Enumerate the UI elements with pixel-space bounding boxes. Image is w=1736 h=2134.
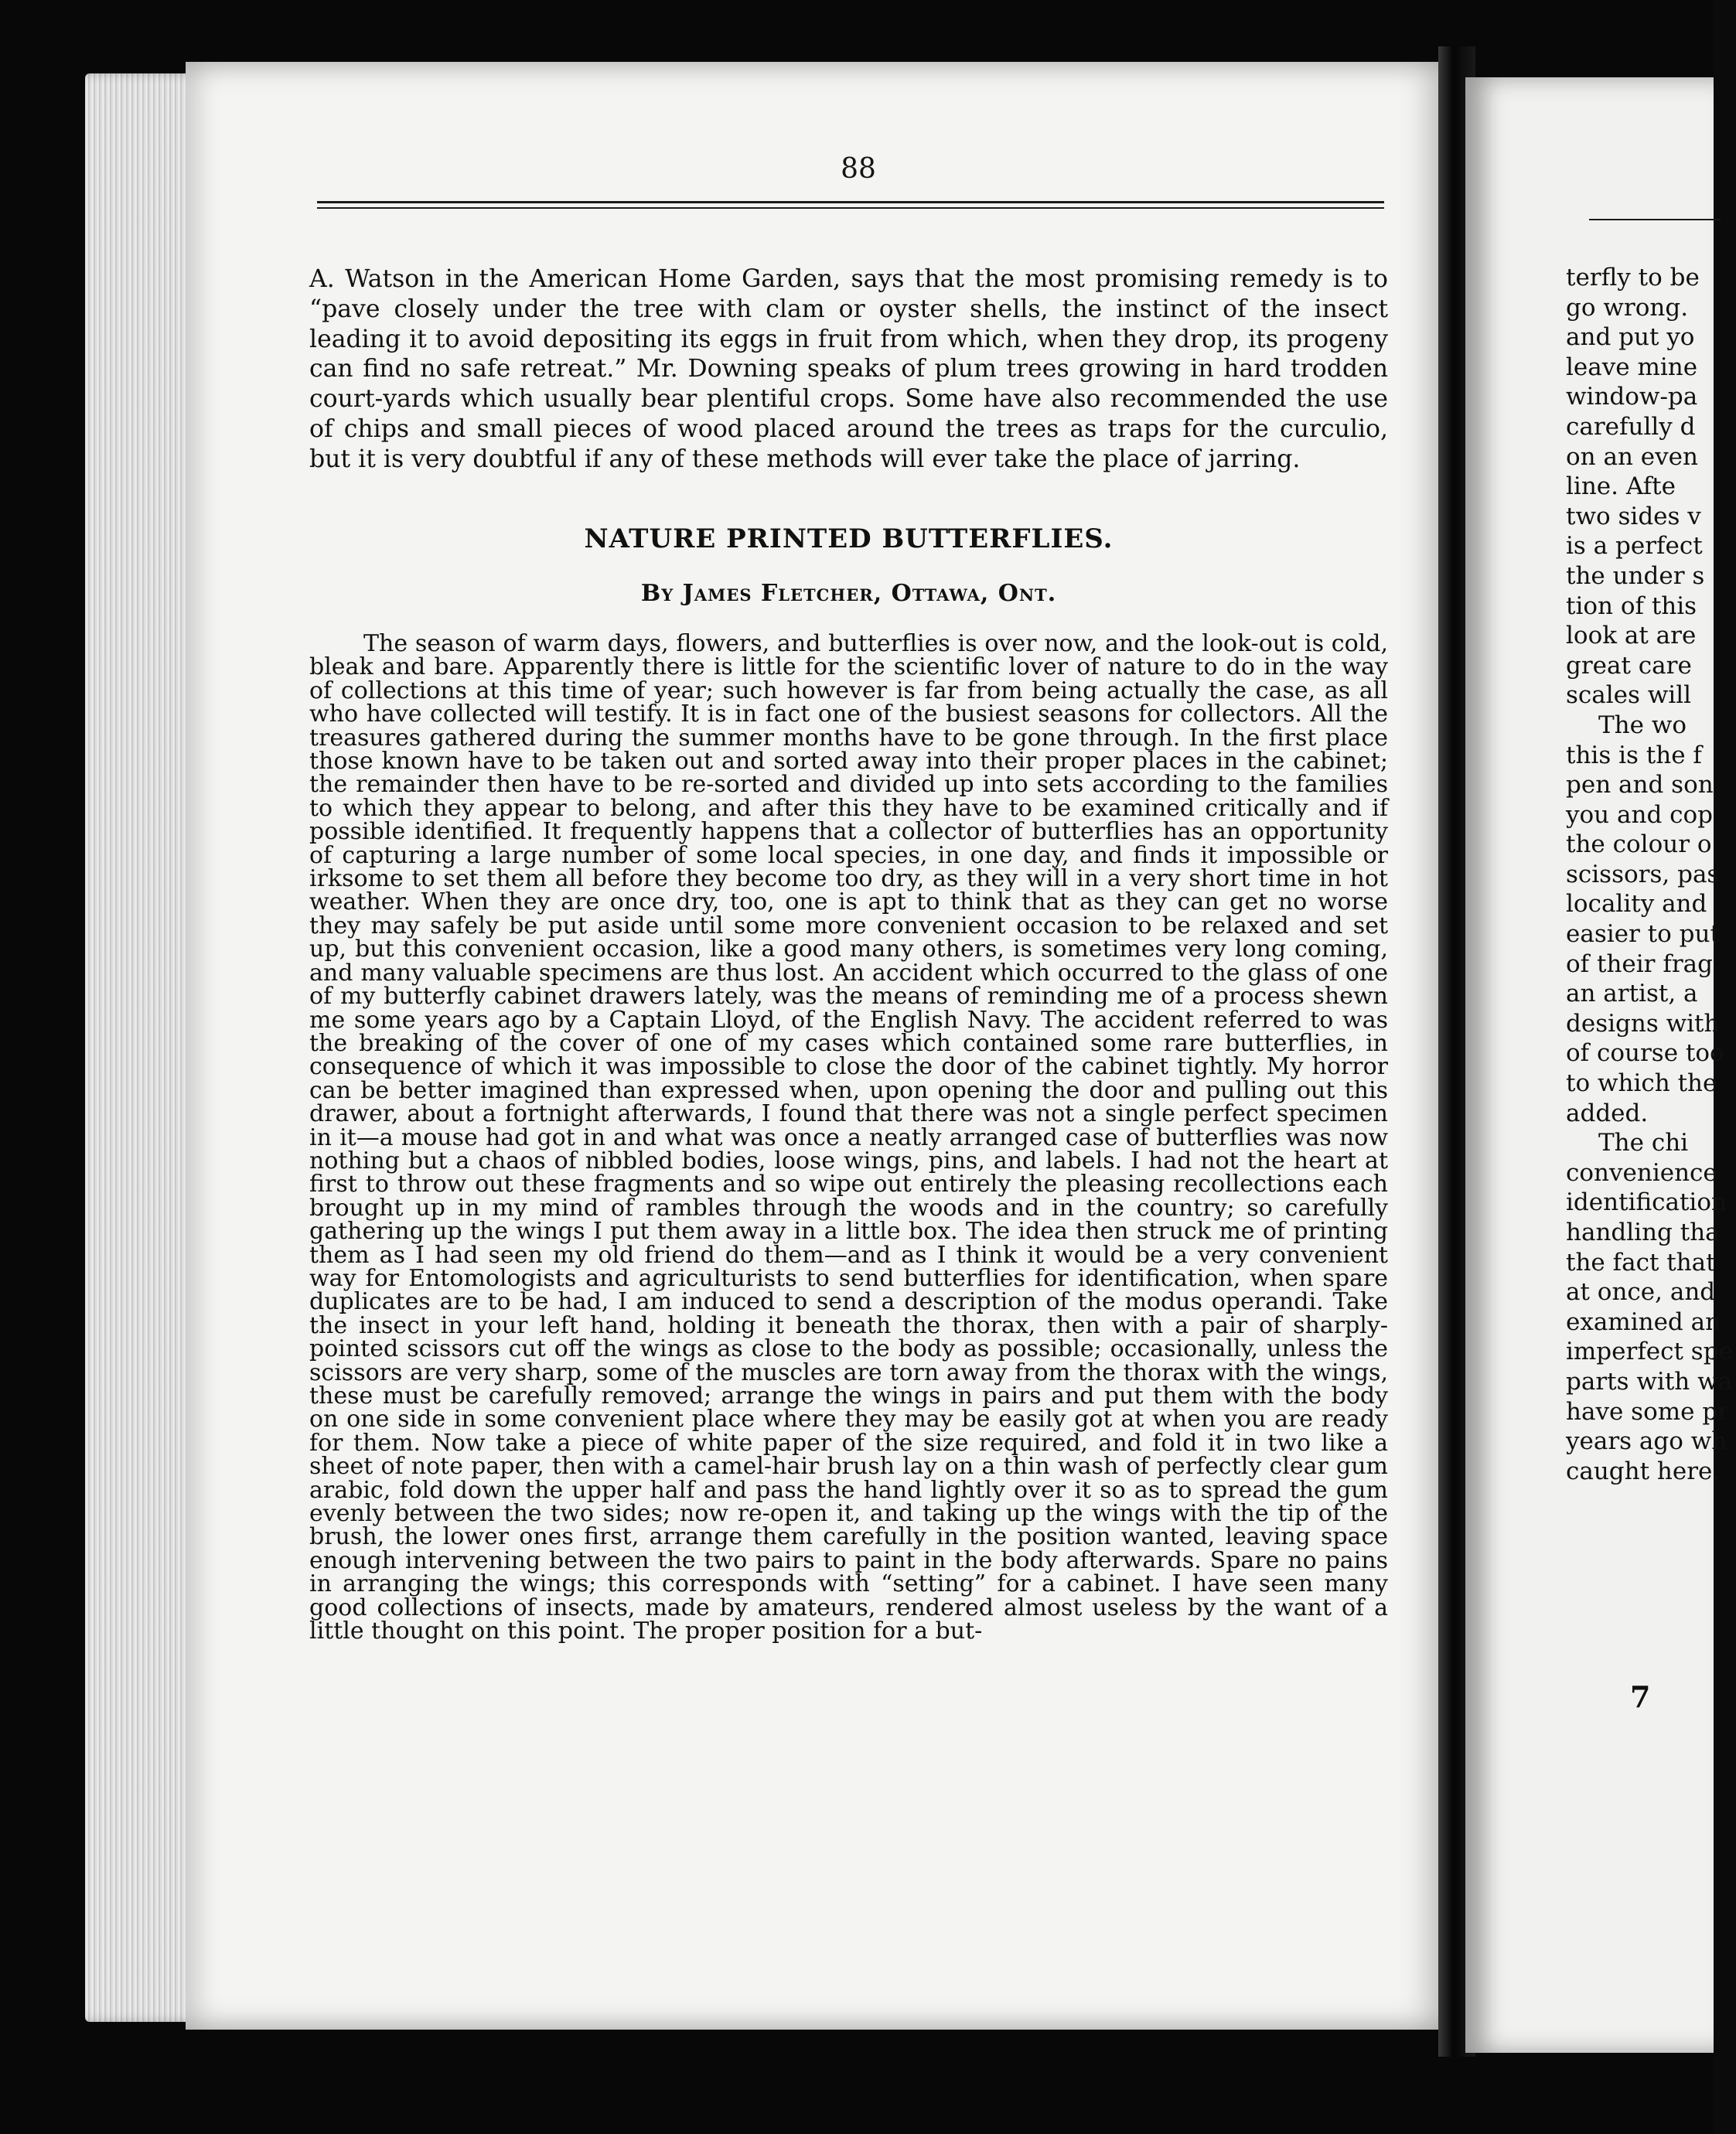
header-rule [317, 201, 1384, 203]
article-body: The season of warm days, flowers, and butterflies is over now, and the look-out is cold, bleak and bare. Apparently there is little for the scientific lover of nature to do in the way of collections at this time of year; such however is far from being actually the case, as all who have collected will testify. It is in fact one of the busiest seasons for collectors. All the treasures gathered during the summer months have to be gone through. In the first place those known have to be taken out and sorted away into their proper places in the cabinet; the remainder then have to be re-sorted and divided up into sets according to the families to which they appear to belong, and after this they have to be examined critically and if possible identified. It frequently happens that a collector of butterflies has an opportunity of capturing a large number of some local species, in one day, and finds it impossible or irksome to set them all before they become too dry, as they will in a very short time in hot weather. When they are once dry, too, one is apt to think that as they can get no worse they may safely be put aside until some more convenient occasion to be relaxed and set up, but this convenient occasion, like a good many others, is sometimes very long coming, and many valuable specimens are thus lost. An accident which occurred to the glass of one of my butterfly cabinet drawers lately, was the means of reminding me of a process shewn me some years ago by a Captain Lloyd, of the English Navy. The accident referred to was the breaking of the cover of one of my cases which contained some rare butterflies, in consequence of which it was impossible to close the door of the cabinet tightly. My horror can be better imagined than expressed when, upon opening the door and pulling out this drawer, about a fortnight afterwards, I found that there was not a single perfect specimen in it—a mouse had got in and what was once a neatly arranged case of butterflies was now nothing but a chaos of nibbled bodies, loose wings, pins, and labels. I had not the heart at first to throw out these fragments and so wipe out entirely the pleasing recollections each brought up in my mind of rambles through the woods and in the country; so carefully gathering up the wings I put them away in a little box. The idea then struck me of printing them as I had seen my old friend do them—and as I think it would be a very convenient way for Entomologists and agriculturists to send butterflies for identification, when spare duplicates are to be had, I am induced to send a description of the modus operandi. Take the insect in your left hand, holding it beneath the thorax, then with a pair of sharply-pointed scissors cut off the wings as close to the body as possible; occasionally, unless the scissors are very sharp, some of the muscles are torn away from the thorax with the wings, these must be carefully removed; arrange the wings in pairs and put them with the body on one side in some convenient place where they may be easily got at when you are ready for them. Now take a piece of white paper of the size required, and fold it in two like a sheet of note paper, then with a camel-hair brush lay on a thin wash of perfectly clear gum arabic, fold down the upper half and pass the hand lightly over it so as to spread the gum evenly between the two sides; now re-open it, and taking up the wings with the tip of the brush, the lower ones first, arrange them carefully in the position wanted, leaving space enough intervening between the two pairs to paint in the body afterwards. Spare no pains in arranging the wings; this corresponds with “setting” for a cabinet. I have seen many good collections of insects, made by amateurs, rendered almost useless by the want of a little thought on this point. The proper position for a but- [309, 630, 1388, 1645]
right-page-line: look at are [1566, 622, 1697, 650]
page-number: 88 [841, 153, 876, 185]
right-page-line: scales will [1566, 681, 1692, 710]
right-page-line: great care [1566, 651, 1692, 680]
right-page-line: leave mine [1566, 353, 1698, 381]
right-page-line: The wo [1598, 711, 1687, 739]
right-page-line: of course too [1566, 1039, 1724, 1068]
right-page-header-rule [1589, 219, 1721, 220]
right-page-text [1566, 263, 1736, 1486]
right-page-line: tion of this [1566, 591, 1697, 620]
intro-paragraph: A. Watson in the American Home Garden, says that the most promising remedy is to “pave closely under the tree with clam or oyster shells, the instinct of the insect leading it to avoid depositing its eggs in fruit from which, when they drop, its progeny can find no safe retreat.” Mr. Downing speaks of plum trees growing in hard trodden court-yards which usually bear plentiful crops. Some have also recommended the use of chips and small pieces of wood placed around the trees as traps for the curculio, but it is very doubtful if any of these methods will ever take the place of jarring. [309, 265, 1388, 473]
right-page-line: pen and son [1566, 771, 1714, 799]
right-page-line: added. [1566, 1099, 1649, 1127]
right-page-line: parts with wa [1566, 1367, 1733, 1396]
right-page-line: scissors, pas [1566, 860, 1720, 888]
right-page-line: an artist, a [1566, 980, 1698, 1008]
article-byline: By James Fletcher, Ottawa, Ont. [640, 580, 1057, 607]
signature-mark: 7 [1630, 1679, 1651, 1714]
right-page-line: handling tha [1566, 1219, 1720, 1246]
right-page-line: you and cop [1566, 800, 1714, 829]
right-page-line: identification [1566, 1188, 1727, 1217]
right-page-line: and put yo [1566, 323, 1695, 352]
right-page-line: is a perfect [1566, 532, 1703, 561]
right-page-line: carefully d [1566, 412, 1696, 441]
right-page-line: imperfect spe [1566, 1338, 1733, 1366]
right-page-line: of their frag [1566, 949, 1713, 978]
right-page-line: caught here. [1566, 1457, 1721, 1485]
right-page-line: examined an [1566, 1307, 1721, 1336]
right-page-line: terfly to be [1566, 264, 1700, 291]
right-page-line: have some pr [1566, 1397, 1729, 1426]
right-page-line: line. Afte [1566, 472, 1676, 501]
right-page-line: at once, and [1566, 1278, 1716, 1307]
right-page-line: window-pa [1566, 383, 1698, 411]
right-page-line: to which the [1566, 1069, 1717, 1098]
book-page-edges [85, 73, 201, 2022]
header-rule-secondary [317, 207, 1384, 209]
right-page-line: easier to put [1566, 920, 1720, 949]
right-page-line: the colour o [1566, 830, 1712, 859]
right-page-line: go wrong. [1566, 293, 1689, 322]
right-page-line: on an even [1566, 442, 1698, 471]
right-page-line: convenience [1566, 1158, 1717, 1187]
right-page-line: The chi [1598, 1129, 1689, 1157]
right-page-line: locality and [1566, 890, 1707, 919]
right-page-line: the under s [1566, 561, 1705, 590]
right-page-line: designs with [1566, 1009, 1720, 1038]
right-page-line: this is the f [1566, 741, 1702, 769]
right-page-line: the fact that [1566, 1248, 1716, 1277]
right-page-line: two sides v [1566, 502, 1701, 530]
article-title: NATURE PRINTED BUTTERFLIES. [584, 523, 1114, 554]
right-page-line: years ago wh [1566, 1427, 1727, 1456]
